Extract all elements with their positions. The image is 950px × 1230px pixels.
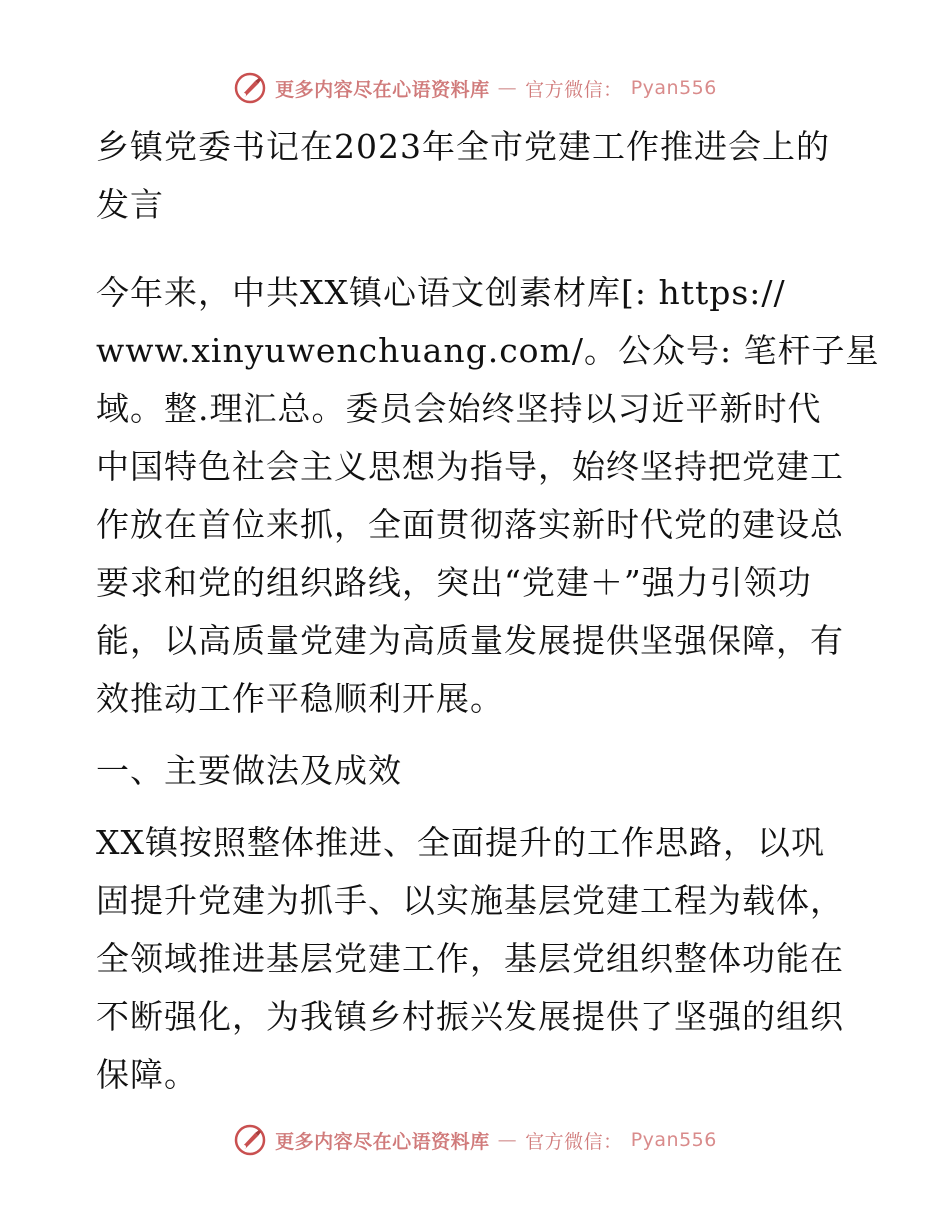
paragraph-line: 不断强化，为我镇乡村振兴发展提供了坚强的组织 <box>96 997 844 1036</box>
paragraph-line: 中国特色社会主义思想为指导，始终坚持把党建工 <box>96 447 844 486</box>
watermark-handle: Pyan556 <box>630 77 717 99</box>
paragraph-line: XX镇按照整体推进、全面提升的工作思路，以巩 <box>96 823 825 862</box>
brand-logo-icon <box>233 71 267 105</box>
heading-line: 一、主要做法及成效 <box>96 751 402 790</box>
watermark-footer <box>0 1120 950 1160</box>
paragraph-line: 保障。 <box>96 1055 198 1094</box>
watermark-main-text: 更多内容尽在心语资料库 <box>275 1130 490 1153</box>
title-line: 乡镇党委书记在2023年全市党建工作推进会上的 <box>96 127 830 166</box>
watermark-sub-text: 官方微信： <box>525 78 623 101</box>
watermark-dash: — <box>497 1129 518 1151</box>
paragraph-line: 全领域推进基层党建工作，基层党组织整体功能在 <box>96 939 844 978</box>
title-line: 发言 <box>96 185 164 224</box>
paragraph-line: 能，以高质量党建为高质量发展提供坚强保障，有 <box>96 621 844 660</box>
paragraph-line: 域。整.理汇总。委员会始终坚持以习近平新时代 <box>96 389 822 428</box>
document-body <box>96 118 880 1104</box>
paragraph-intro <box>96 264 880 728</box>
watermark-sub-text: 官方微信： <box>525 1130 623 1153</box>
paragraph-line: 作放在首位来抓，全面贯彻落实新时代党的建设总 <box>96 505 844 544</box>
paragraph-line: 今年来，中共XX镇心语文创素材库[: https:// <box>96 273 786 312</box>
paragraph-line: 要求和党的组织路线，突出“党建＋”强力引领功 <box>96 563 812 602</box>
document-title <box>96 118 856 234</box>
paragraph-line: 固提升党建为抓手、以实施基层党建工程为载体， <box>96 881 844 920</box>
paragraph-section-1 <box>96 814 856 1104</box>
paragraph-line: www.xinyuwenchuang.com/。公众号: 笔杆子星 <box>96 331 880 370</box>
watermark-handle: Pyan556 <box>630 1129 717 1151</box>
watermark-header <box>0 68 950 108</box>
section-heading <box>96 742 856 800</box>
brand-logo-icon <box>233 1123 267 1157</box>
watermark-dash: — <box>497 77 518 99</box>
paragraph-line: 效推动工作平稳顺利开展。 <box>96 679 504 718</box>
watermark-main-text: 更多内容尽在心语资料库 <box>275 78 490 101</box>
